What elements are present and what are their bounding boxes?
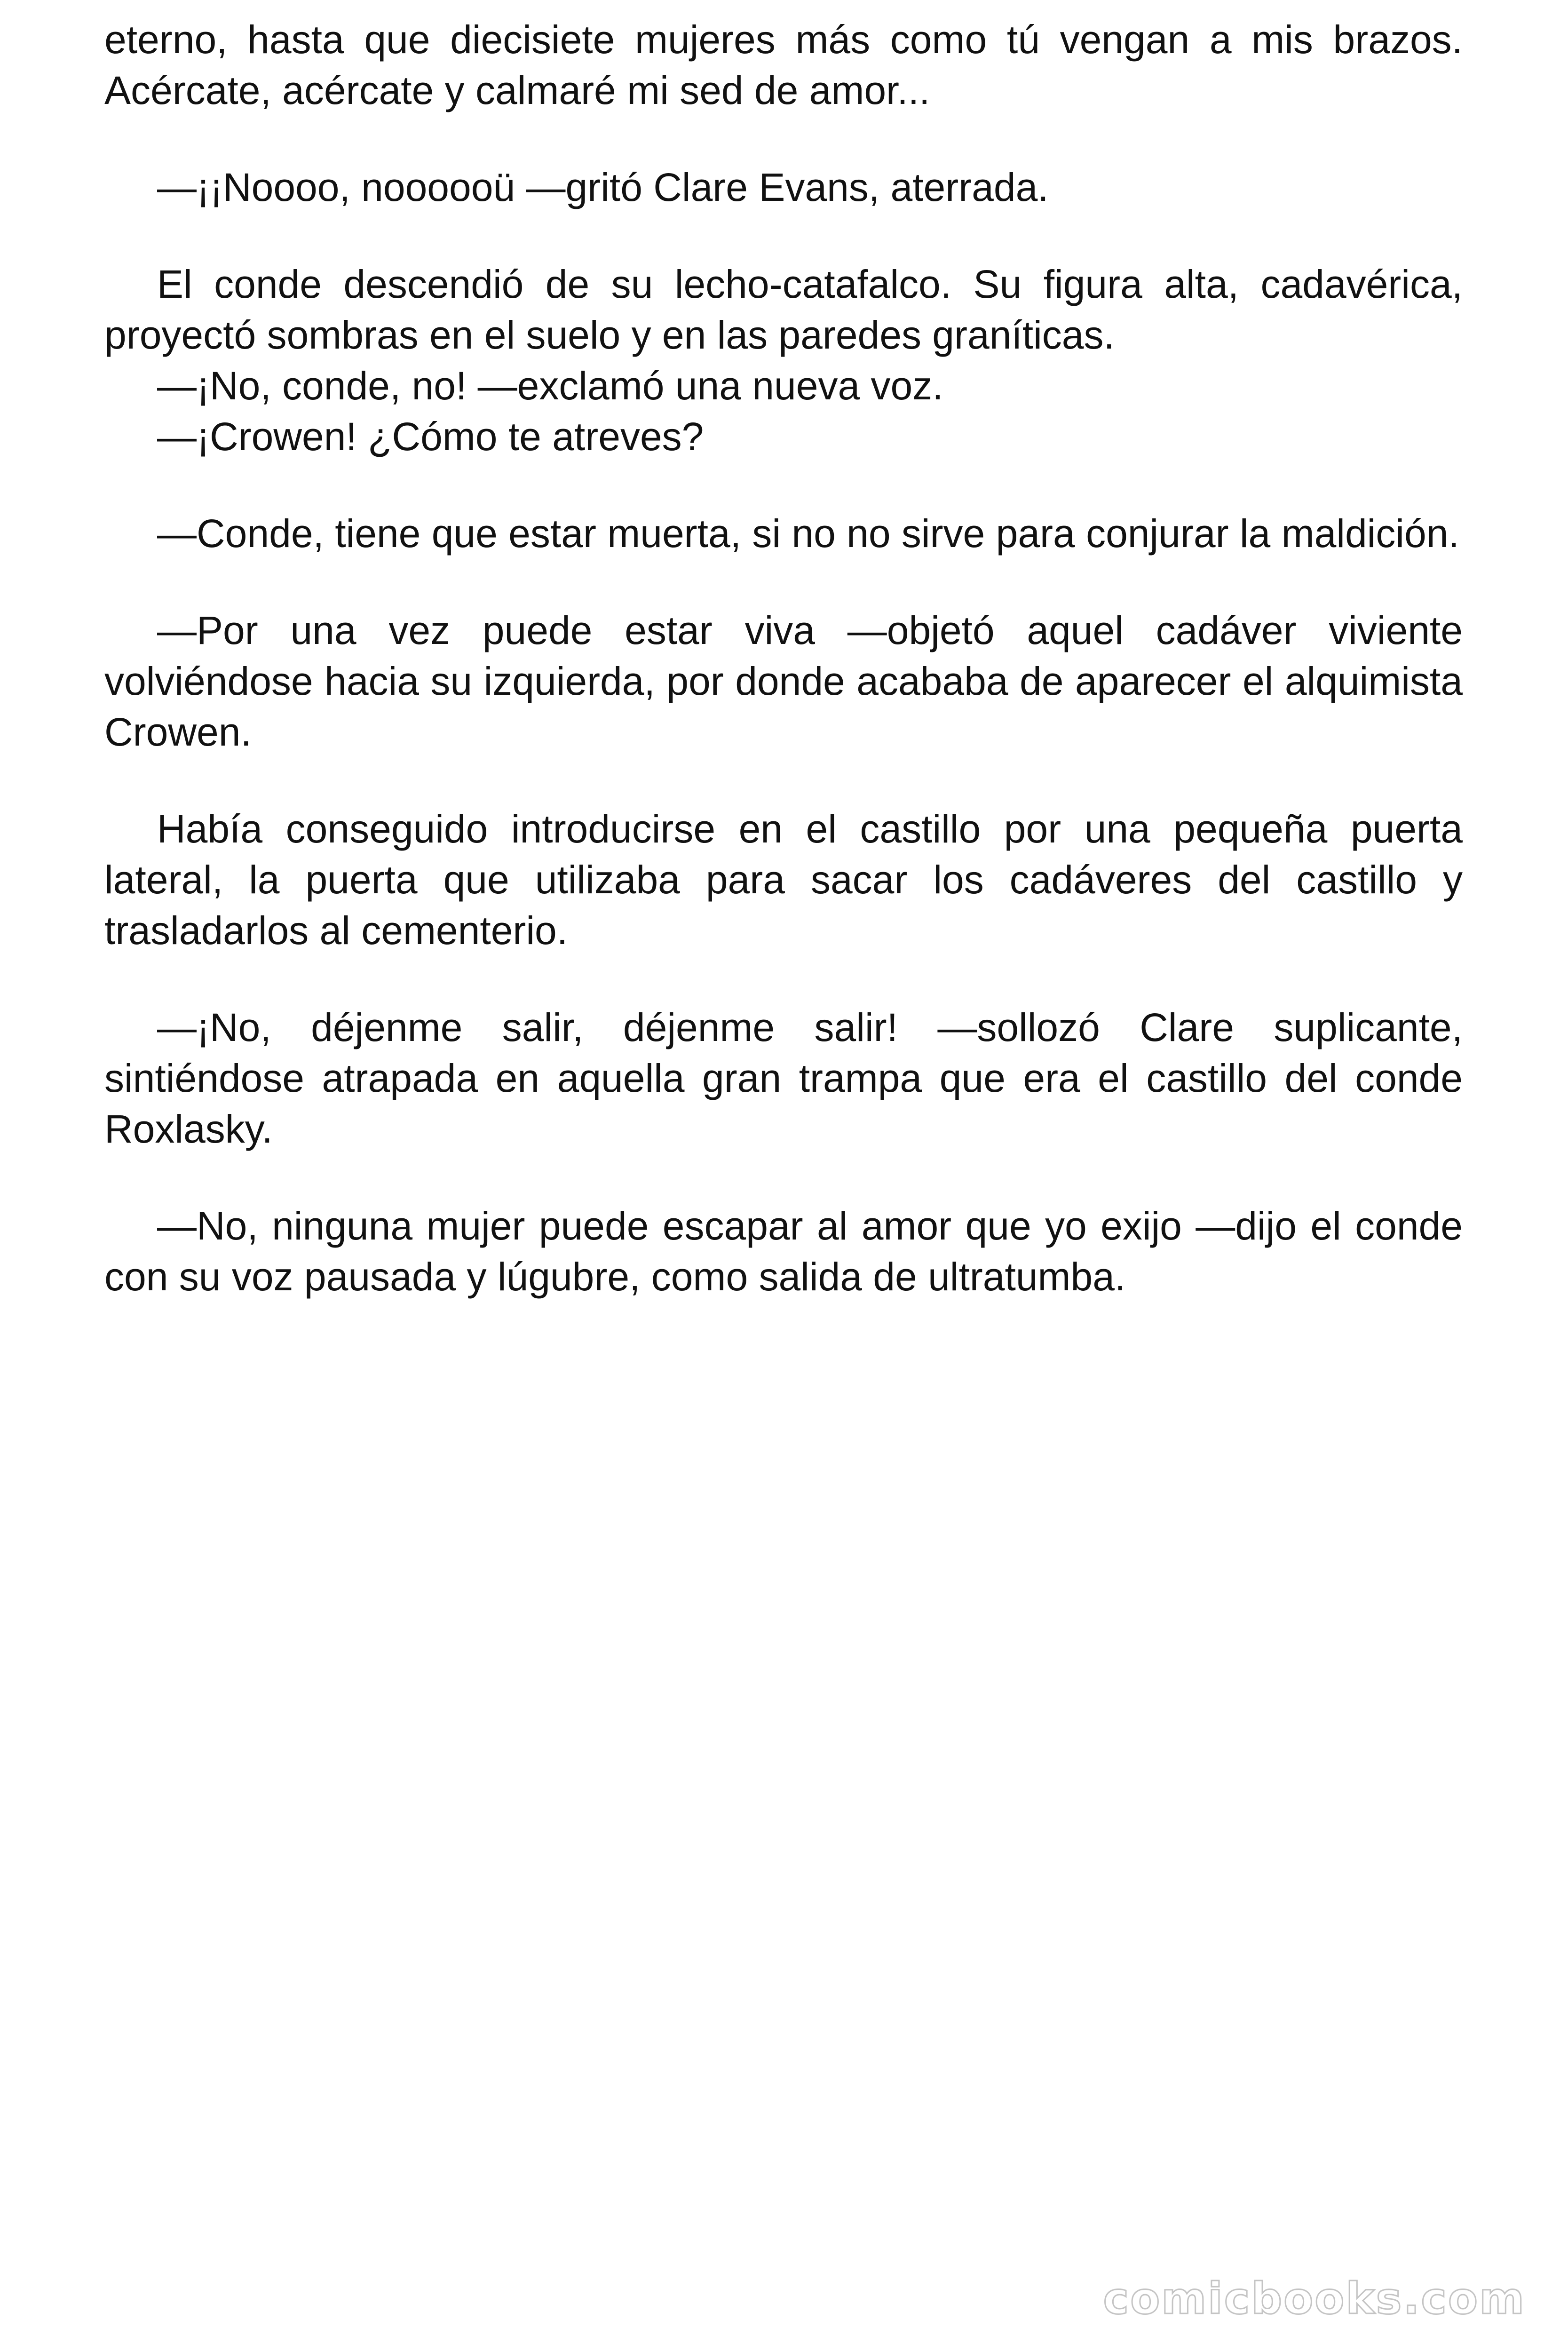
paragraph-let-me-out: —¡No, déjenme salir, déjenme salir! —sollozó Clare suplicante, sintiéndose atrapada en aquella gran trampa que era el castillo del conde Roxlasky.	[104, 1005, 1463, 1151]
paragraph-continuation: eterno, hasta que diecisiete mujeres más como tú vengan a mis brazos. Acércate, acércate y calmaré mi sed de amor...	[104, 17, 1463, 112]
paragraph-side-door: Había conseguido introducirse en el castillo por una pequeña puerta lateral, la puerta que utilizaba para sacar los cadáveres del castillo y trasladarlos al cementerio.	[104, 807, 1463, 953]
page-body	[104, 14, 1463, 1302]
paragraph-crowen-dare: —¡Crowen! ¿Cómo te atreves?	[157, 414, 704, 459]
paragraph-clare-scream: —¡¡Noooo, noooooü —gritó Clare Evans, aterrada.	[157, 165, 1049, 209]
paragraph-could-be-alive: —Por una vez puede estar viva —objetó aquel cadáver viviente volviéndose hacia su izquierda, por donde acababa de aparecer el alquimista Crowen.	[104, 608, 1463, 754]
paragraph-new-voice: —¡No, conde, no! —exclamó una nueva voz.	[157, 364, 943, 408]
paragraph-count-descends: El conde descendió de su lecho-catafalco. Su figura alta, cadavérica, proyectó sombras en el suelo y en las paredes graníticas.	[104, 262, 1463, 357]
watermark: comicbooks.com	[1103, 2273, 1526, 2324]
paragraph-no-escape: —No, ninguna mujer puede escapar al amor que yo exijo —dijo el conde con su voz pausada y lúgubre, como salida de ultratumba.	[104, 1204, 1463, 1299]
paragraph-must-be-dead: —Conde, tiene que estar muerta, si no no sirve para conjurar la maldición.	[157, 511, 1459, 556]
